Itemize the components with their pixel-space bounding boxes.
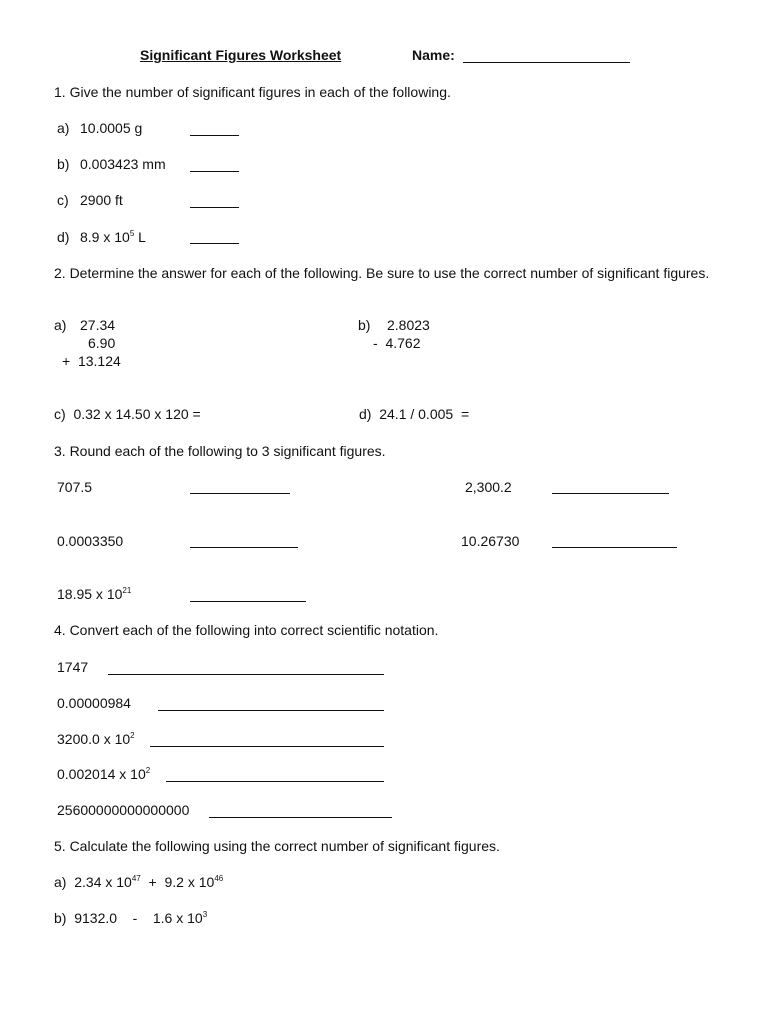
q1b-answer-line[interactable] xyxy=(190,171,239,172)
q4-item-4-base: 0.002014 x 10 xyxy=(57,766,146,782)
q1d-answer-line[interactable] xyxy=(190,243,239,244)
q5b-operator: - xyxy=(132,910,138,926)
name-answer-line[interactable] xyxy=(463,62,630,63)
q5b-label: b) xyxy=(54,910,67,926)
q2a-line1: 27.34 xyxy=(80,317,116,333)
q3-item-4-answer-line[interactable] xyxy=(552,547,677,548)
q4-item-3-base: 3200.0 x 10 xyxy=(57,731,131,747)
q4-item-4-answer-line[interactable] xyxy=(166,781,384,782)
q4-item-4-exponent: 2 xyxy=(145,766,151,775)
q3-prompt: 3. Round each of the following to 3 significant figures. xyxy=(54,443,386,459)
q5a-term2-base: 9.2 x 10 xyxy=(164,874,215,890)
q1b-label: b) xyxy=(57,156,70,172)
q2b-line2: - 4.762 xyxy=(373,335,421,351)
q5a-operator: + xyxy=(148,874,157,890)
q3-item-2-answer-line[interactable] xyxy=(552,493,669,494)
q4-item-1-answer-line[interactable] xyxy=(108,674,384,675)
q5a-expression xyxy=(54,874,223,891)
q3-item-3-answer-line[interactable] xyxy=(190,547,298,548)
q4-item-3 xyxy=(57,731,135,748)
q2a-line3: + 13.124 xyxy=(62,353,121,369)
q1-prompt: 1. Give the number of significant figures in each of the following. xyxy=(54,84,451,100)
q1c-value: 2900 ft xyxy=(80,192,123,208)
q2b-line1: 2.8023 xyxy=(387,317,430,333)
q3-item-4: 10.26730 xyxy=(461,533,520,549)
q4-item-3-exponent: 2 xyxy=(130,731,135,740)
q1d-label: d) xyxy=(57,229,70,245)
q5b-term2-base: 1.6 x 10 xyxy=(152,910,203,926)
q3-item-3: 0.0003350 xyxy=(57,533,124,549)
q4-item-2-answer-line[interactable] xyxy=(158,710,384,711)
q5b-term1: 9132.0 xyxy=(74,910,118,926)
q1d-value xyxy=(80,229,146,246)
q3-item-5-answer-line[interactable] xyxy=(190,601,306,602)
q4-item-4 xyxy=(57,766,150,783)
q3-item-1-answer-line[interactable] xyxy=(190,493,290,494)
q5a-label: a) xyxy=(54,874,67,890)
q3-item-2: 2,300.2 xyxy=(465,479,512,495)
q5a-term2-exponent: 46 xyxy=(214,874,224,883)
q5b-term2-exponent: 3 xyxy=(202,910,208,919)
q1a-value: 10.0005 g xyxy=(80,120,143,136)
q3-item-5-base: 18.95 x 10 xyxy=(57,586,123,602)
q4-item-1: 1747 xyxy=(57,659,89,675)
q4-item-5-answer-line[interactable] xyxy=(209,817,392,818)
q2-prompt: 2. Determine the answer for each of the following. Be sure to use the correct number of significant figures. xyxy=(54,265,710,281)
q5a-term1-base: 2.34 x 10 xyxy=(74,874,132,890)
q2b-label: b) xyxy=(358,317,371,333)
q1c-label: c) xyxy=(57,192,69,208)
q5b-expression xyxy=(54,910,207,927)
q5-prompt: 5. Calculate the following using the correct number of significant figures. xyxy=(54,838,500,854)
q1d-base: 8.9 x 10 xyxy=(80,229,130,245)
q3-item-1: 707.5 xyxy=(57,479,93,495)
q1a-label: a) xyxy=(57,120,70,136)
q4-prompt: 4. Convert each of the following into correct scientific notation. xyxy=(54,622,439,638)
q3-item-5-exponent: 21 xyxy=(122,586,132,595)
q1b-value: 0.003423 mm xyxy=(80,156,166,172)
q2d-expression: d) 24.1 / 0.005 = xyxy=(359,406,470,422)
q1c-answer-line[interactable] xyxy=(190,207,239,208)
q1d-exponent: 5 xyxy=(129,229,135,238)
q4-item-5: 25600000000000000 xyxy=(57,802,190,818)
name-label: Name: xyxy=(412,47,455,63)
worksheet-title: Significant Figures Worksheet xyxy=(140,47,342,63)
q1a-answer-line[interactable] xyxy=(190,135,239,136)
q4-item-2: 0.00000984 xyxy=(57,695,131,711)
q2a-label: a) xyxy=(54,317,67,333)
q4-item-3-answer-line[interactable] xyxy=(150,746,384,747)
q1d-unit: L xyxy=(134,229,146,245)
q2c-expression: c) 0.32 x 14.50 x 120 = xyxy=(54,406,201,422)
q5a-term1-exponent: 47 xyxy=(131,874,141,883)
q2a-line2: 6.90 xyxy=(88,335,116,351)
q3-item-5 xyxy=(57,586,131,603)
